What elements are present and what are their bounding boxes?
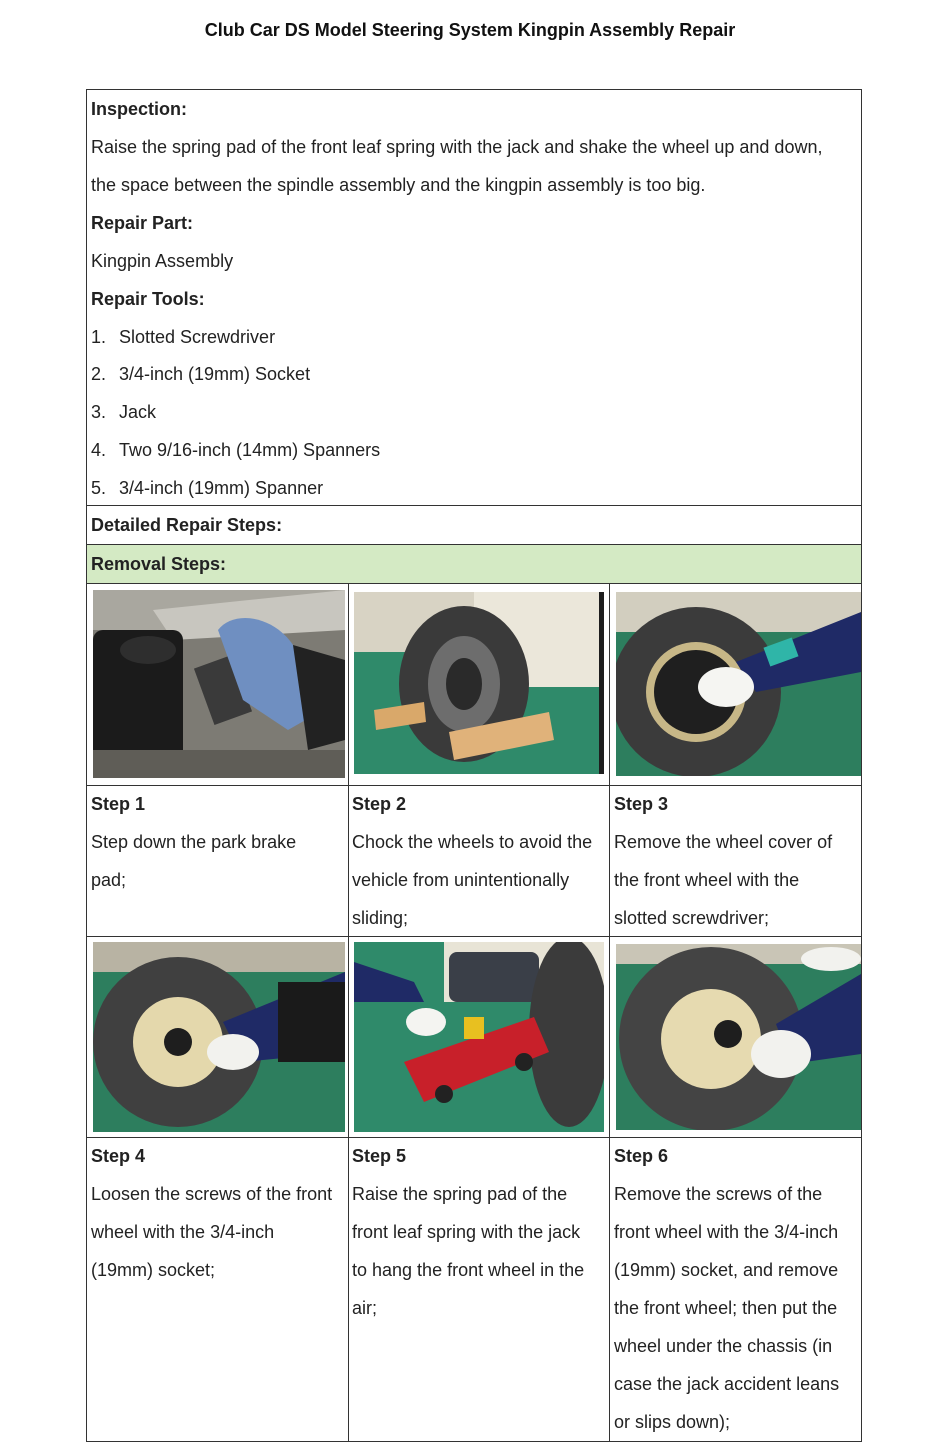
tool-number: 2. <box>91 364 107 384</box>
tool-text: Slotted Screwdriver <box>119 327 276 347</box>
info-section <box>86 89 862 506</box>
tool-item <box>91 318 275 356</box>
page-title: Club Car DS Model Steering System Kingpin Assembly Repair <box>204 20 736 40</box>
grid-divider <box>609 584 610 1441</box>
step-line: air; <box>352 1298 378 1318</box>
tool-number: 1. <box>91 327 107 347</box>
repair-tools-heading: Repair Tools: <box>91 289 205 309</box>
step-line: or slips down); <box>614 1412 731 1432</box>
tool-item <box>91 393 156 431</box>
detailed-steps-heading: Detailed Repair Steps: <box>86 506 862 545</box>
tool-text: Two 9/16-inch (14mm) Spanners <box>119 440 381 460</box>
tool-number: 4. <box>91 440 107 460</box>
step-label: Step 1 <box>91 794 146 814</box>
tool-item <box>91 469 323 507</box>
removal-steps-heading: Removal Steps: <box>86 545 862 584</box>
steps-grid <box>86 584 862 1442</box>
step-line: to hang the front wheel in the <box>352 1260 585 1280</box>
step-line: the front wheel with the <box>614 870 800 890</box>
step-6-photo <box>616 944 861 1130</box>
step-line: the front wheel; then put the <box>614 1298 838 1318</box>
step-line: Remove the wheel cover of <box>614 832 833 852</box>
step-label: Step 6 <box>614 1146 669 1166</box>
tool-number: 5. <box>91 478 107 498</box>
inspection-line-1: Raise the spring pad of the front leaf spring with the jack and shake the wheel up and down, <box>91 137 823 157</box>
step-line: vehicle from unintentionally <box>352 870 570 890</box>
step-line: pad; <box>91 870 127 890</box>
step-label: Step 4 <box>91 1146 146 1166</box>
step-label: Step 2 <box>352 794 407 814</box>
step-3-text <box>614 785 861 937</box>
step-line: (19mm) socket, and remove <box>614 1260 839 1280</box>
repair-part-value: Kingpin Assembly <box>91 251 234 271</box>
tool-text: 3/4-inch (19mm) Socket <box>119 364 311 384</box>
step-line: Chock the wheels to avoid the <box>352 832 593 852</box>
step-5-text <box>352 1137 608 1327</box>
tool-item <box>91 431 380 469</box>
grid-divider <box>348 584 349 1441</box>
step-line: case the jack accident leans <box>614 1374 840 1394</box>
tool-text: Jack <box>119 402 157 422</box>
tool-text: 3/4-inch (19mm) Spanner <box>119 478 324 498</box>
inspection-heading: Inspection: <box>91 99 188 119</box>
step-line: wheel under the chassis (in <box>614 1336 833 1356</box>
step-line: Loosen the screws of the front <box>91 1184 333 1204</box>
step-line: sliding; <box>352 908 409 928</box>
step-4-photo <box>93 942 345 1132</box>
step-1-photo <box>93 590 345 778</box>
step-line: Step down the park brake <box>91 832 297 852</box>
step-line: wheel with the 3/4-inch <box>91 1222 275 1242</box>
step-line: (19mm) socket; <box>91 1260 216 1280</box>
step-3-photo <box>616 592 861 776</box>
step-2-text <box>352 785 608 937</box>
tool-item <box>91 355 310 393</box>
step-line: Remove the screws of the <box>614 1184 823 1204</box>
step-5-photo <box>354 942 604 1132</box>
step-4-text <box>91 1137 346 1289</box>
repair-part-heading: Repair Part: <box>91 213 194 233</box>
step-line: Raise the spring pad of the <box>352 1184 568 1204</box>
step-line: front wheel with the 3/4-inch <box>614 1222 839 1242</box>
inspection-line-2: the space between the spindle assembly and the kingpin assembly is too big. <box>91 175 706 195</box>
step-label: Step 3 <box>614 794 669 814</box>
step-label: Step 5 <box>352 1146 407 1166</box>
step-line: slotted screwdriver; <box>614 908 770 928</box>
step-line: front leaf spring with the jack <box>352 1222 581 1242</box>
step-6-text <box>614 1137 861 1441</box>
tool-number: 3. <box>91 402 107 422</box>
step-2-photo <box>354 592 604 774</box>
step-1-text <box>91 785 346 899</box>
